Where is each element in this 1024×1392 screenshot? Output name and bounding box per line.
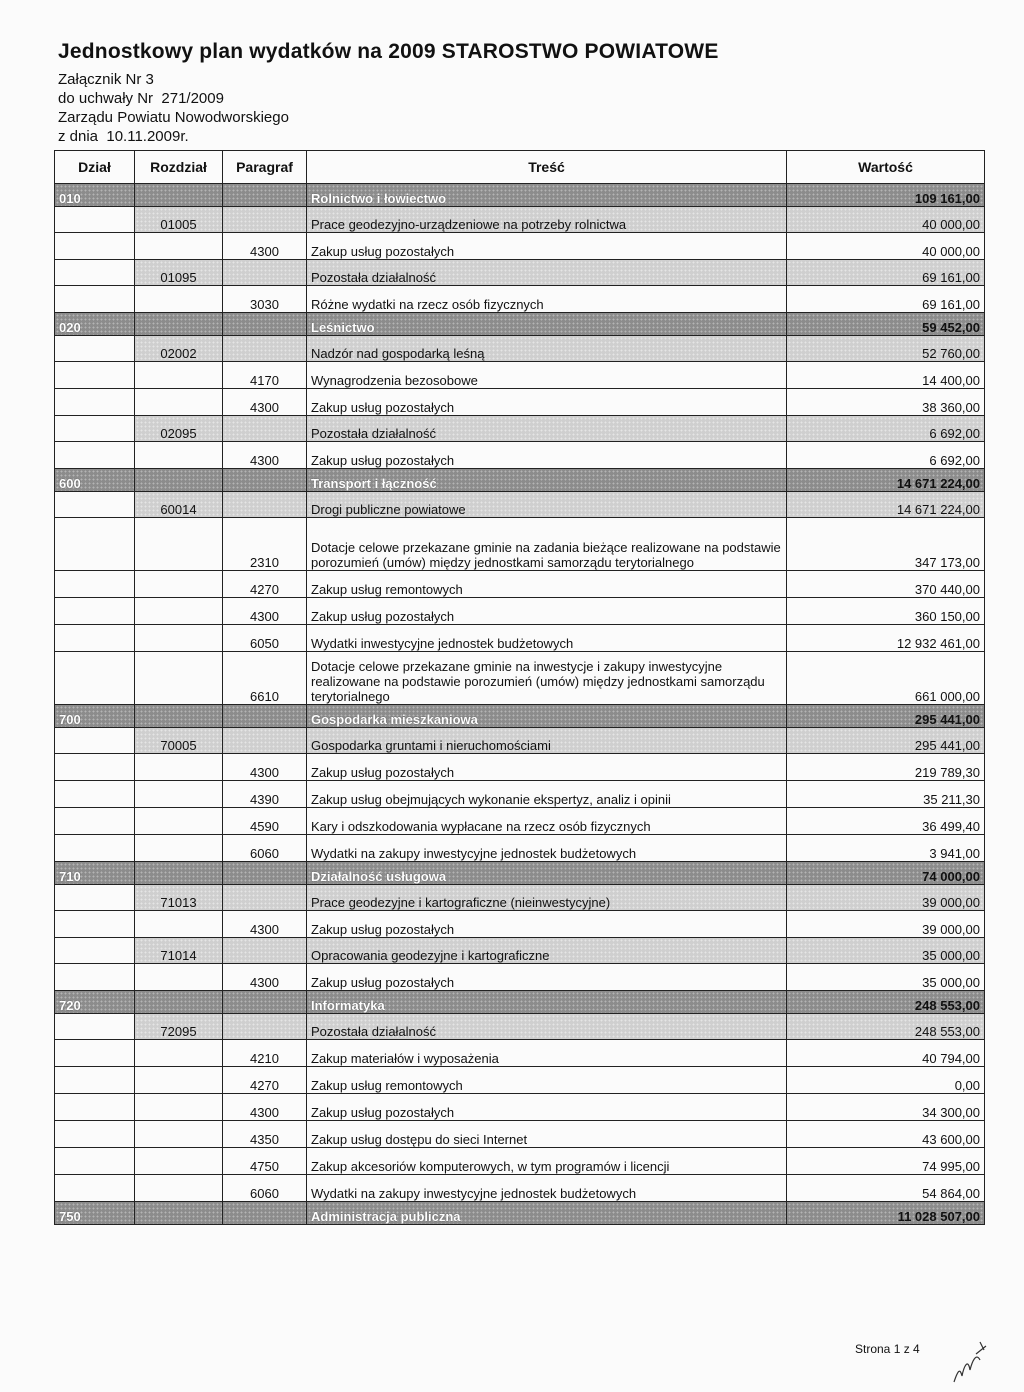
paragraf-code: 4270 — [223, 1067, 307, 1094]
table-row-paragraf — [55, 1121, 985, 1148]
dzial-cell — [55, 1014, 135, 1040]
dzial-code: 020 — [55, 313, 135, 336]
dzial-cell — [55, 518, 135, 571]
paragraf-cell — [223, 313, 307, 336]
table-row-paragraf — [55, 518, 985, 571]
rozdzial-code: 72095 — [135, 1014, 223, 1040]
paragraf-value: 38 360,00 — [787, 389, 985, 416]
paragraf-name: Zakup usług pozostałych — [307, 233, 787, 260]
table-row-dzial — [55, 469, 985, 492]
paragraf-name: Zakup usług dostępu do sieci Internet — [307, 1121, 787, 1148]
dzial-cell — [55, 964, 135, 991]
table-row-rozdzial — [55, 938, 985, 964]
expense-plan-table — [54, 150, 985, 1225]
paragraf-code: 4270 — [223, 571, 307, 598]
rozdzial-value: 40 000,00 — [787, 207, 985, 233]
paragraf-cell — [223, 469, 307, 492]
paragraf-name: Różne wydatki na rzecz osób fizycznych — [307, 286, 787, 313]
page-title: Jednostkowy plan wydatków na 2009 STAROSTWO POWIATOWE — [58, 40, 719, 63]
paragraf-value: 6 692,00 — [787, 442, 985, 469]
dzial-code: 010 — [55, 184, 135, 207]
paragraf-value: 34 300,00 — [787, 1094, 985, 1121]
table-row-paragraf — [55, 233, 985, 260]
table-row-paragraf — [55, 835, 985, 862]
table-row-paragraf — [55, 1094, 985, 1121]
paragraf-value: 3 941,00 — [787, 835, 985, 862]
rozdzial-cell — [135, 598, 223, 625]
attachment-label: Załącznik Nr 3 — [58, 71, 154, 88]
table-row-dzial — [55, 184, 985, 207]
dzial-cell — [55, 1121, 135, 1148]
table-row-rozdzial — [55, 492, 985, 518]
table-row-paragraf — [55, 442, 985, 469]
dzial-cell — [55, 233, 135, 260]
dzial-cell — [55, 1175, 135, 1202]
paragraf-value: 370 440,00 — [787, 571, 985, 598]
rozdzial-code: 70005 — [135, 728, 223, 754]
rozdzial-name: Gospodarka gruntami i nieruchomościami — [307, 728, 787, 754]
dzial-cell — [55, 571, 135, 598]
paragraf-cell — [223, 336, 307, 362]
rozdzial-cell — [135, 1040, 223, 1067]
column-header-wartosc: Wartość — [787, 151, 985, 184]
rozdzial-cell — [135, 389, 223, 416]
rozdzial-value: 39 000,00 — [787, 885, 985, 911]
paragraf-name: Zakup usług pozostałych — [307, 964, 787, 991]
rozdzial-name: Pozostała działalność — [307, 416, 787, 442]
dzial-cell — [55, 362, 135, 389]
dzial-name: Transport i łączność — [307, 469, 787, 492]
dzial-cell — [55, 442, 135, 469]
paragraf-cell — [223, 1202, 307, 1225]
rozdzial-cell — [135, 964, 223, 991]
rozdzial-cell — [135, 781, 223, 808]
table-row-paragraf — [55, 911, 985, 938]
paragraf-code: 4300 — [223, 442, 307, 469]
dzial-cell — [55, 938, 135, 964]
rozdzial-cell — [135, 911, 223, 938]
table-row-paragraf — [55, 598, 985, 625]
dzial-name: Rolnictwo i łowiectwo — [307, 184, 787, 207]
paragraf-cell — [223, 492, 307, 518]
column-header-dzial: Dział — [55, 151, 135, 184]
rozdzial-code: 02002 — [135, 336, 223, 362]
rozdzial-value: 248 553,00 — [787, 1014, 985, 1040]
dzial-name: Administracja publiczna — [307, 1202, 787, 1225]
rozdzial-cell — [135, 652, 223, 705]
paragraf-value: 347 173,00 — [787, 518, 985, 571]
paragraf-value: 12 932 461,00 — [787, 625, 985, 652]
rozdzial-cell — [135, 1175, 223, 1202]
paragraf-value: 661 000,00 — [787, 652, 985, 705]
dzial-value: 59 452,00 — [787, 313, 985, 336]
table-row-paragraf — [55, 964, 985, 991]
dzial-code: 720 — [55, 991, 135, 1014]
paragraf-name: Wynagrodzenia bezosobowe — [307, 362, 787, 389]
paragraf-code: 6610 — [223, 652, 307, 705]
paragraf-code: 3030 — [223, 286, 307, 313]
rozdzial-cell — [135, 991, 223, 1014]
paragraf-value: 39 000,00 — [787, 911, 985, 938]
table-row-dzial — [55, 862, 985, 885]
dzial-cell — [55, 492, 135, 518]
paragraf-name: Dotacje celowe przekazane gminie na inwestycje i zakupy inwestycyjne realizowane na podstawie porozumień (umów) między jednostkami samorządu terytorialnego — [307, 652, 787, 705]
resolution-prefix: do uchwały Nr — [58, 90, 154, 107]
paragraf-value: 219 789,30 — [787, 754, 985, 781]
rozdzial-cell — [135, 1094, 223, 1121]
rozdzial-cell — [135, 625, 223, 652]
table-row-rozdzial — [55, 207, 985, 233]
rozdzial-cell — [135, 286, 223, 313]
date-line — [58, 127, 719, 146]
dzial-value: 14 671 224,00 — [787, 469, 985, 492]
paragraf-value: 0,00 — [787, 1067, 985, 1094]
paragraf-code: 4210 — [223, 1040, 307, 1067]
table-row-paragraf — [55, 1175, 985, 1202]
paragraf-code: 4300 — [223, 233, 307, 260]
rozdzial-code: 01005 — [135, 207, 223, 233]
rozdzial-cell — [135, 313, 223, 336]
paragraf-value: 35 000,00 — [787, 964, 985, 991]
paragraf-name: Zakup usług pozostałych — [307, 1094, 787, 1121]
table-row-rozdzial — [55, 1014, 985, 1040]
paragraf-value: 35 211,30 — [787, 781, 985, 808]
paragraf-value: 74 995,00 — [787, 1148, 985, 1175]
table-row-paragraf — [55, 754, 985, 781]
paragraf-code: 4300 — [223, 964, 307, 991]
paragraf-code: 4300 — [223, 1094, 307, 1121]
dzial-cell — [55, 835, 135, 862]
table-row-paragraf — [55, 389, 985, 416]
resolution-line — [58, 89, 719, 108]
dzial-value: 295 441,00 — [787, 705, 985, 728]
dzial-cell — [55, 728, 135, 754]
column-header-rozdzial: Rozdział — [135, 151, 223, 184]
paragraf-cell — [223, 260, 307, 286]
paragraf-name: Wydatki inwestycyjne jednostek budżetowych — [307, 625, 787, 652]
table-header-row — [55, 151, 985, 184]
dzial-cell — [55, 1040, 135, 1067]
table-row-dzial — [55, 991, 985, 1014]
dzial-value: 248 553,00 — [787, 991, 985, 1014]
paragraf-cell — [223, 938, 307, 964]
dzial-code: 600 — [55, 469, 135, 492]
paragraf-name: Zakup usług pozostałych — [307, 911, 787, 938]
dzial-cell — [55, 260, 135, 286]
paragraf-name: Zakup materiałów i wyposażenia — [307, 1040, 787, 1067]
table-row-paragraf — [55, 571, 985, 598]
paragraf-name: Zakup usług obejmujących wykonanie ekspertyz, analiz i opinii — [307, 781, 787, 808]
paragraf-name: Zakup akcesoriów komputerowych, w tym programów i licencji — [307, 1148, 787, 1175]
paragraf-name: Zakup usług remontowych — [307, 571, 787, 598]
dzial-cell — [55, 336, 135, 362]
dzial-cell — [55, 911, 135, 938]
table-row-rozdzial — [55, 416, 985, 442]
dzial-cell — [55, 885, 135, 911]
rozdzial-cell — [135, 808, 223, 835]
rozdzial-cell — [135, 233, 223, 260]
rozdzial-cell — [135, 518, 223, 571]
resolution-number: 271/2009 — [161, 90, 224, 107]
rozdzial-cell — [135, 1067, 223, 1094]
table-row-paragraf — [55, 808, 985, 835]
paragraf-code: 4300 — [223, 911, 307, 938]
paragraf-name: Zakup usług pozostałych — [307, 598, 787, 625]
dzial-cell — [55, 781, 135, 808]
rozdzial-name: Pozostała działalność — [307, 1014, 787, 1040]
paragraf-value: 14 400,00 — [787, 362, 985, 389]
rozdzial-cell — [135, 469, 223, 492]
table-row-paragraf — [55, 781, 985, 808]
paragraf-code: 6060 — [223, 1175, 307, 1202]
rozdzial-code: 71014 — [135, 938, 223, 964]
rozdzial-cell — [135, 754, 223, 781]
dzial-cell — [55, 808, 135, 835]
rozdzial-code: 60014 — [135, 492, 223, 518]
rozdzial-cell — [135, 1121, 223, 1148]
dzial-cell — [55, 389, 135, 416]
paragraf-code: 6050 — [223, 625, 307, 652]
paragraf-cell — [223, 885, 307, 911]
table-row-dzial — [55, 313, 985, 336]
paragraf-name: Zakup usług pozostałych — [307, 389, 787, 416]
table-row-paragraf — [55, 625, 985, 652]
dzial-cell — [55, 416, 135, 442]
paragraf-cell — [223, 184, 307, 207]
dzial-name: Informatyka — [307, 991, 787, 1014]
rozdzial-name: Pozostała działalność — [307, 260, 787, 286]
rozdzial-value: 6 692,00 — [787, 416, 985, 442]
dzial-value: 11 028 507,00 — [787, 1202, 985, 1225]
table-row-dzial — [55, 1202, 985, 1225]
paragraf-name: Zakup usług pozostałych — [307, 442, 787, 469]
signature-mark — [950, 1340, 990, 1385]
dzial-value: 109 161,00 — [787, 184, 985, 207]
column-header-paragraf: Paragraf — [223, 151, 307, 184]
paragraf-cell — [223, 991, 307, 1014]
table-row-rozdzial — [55, 885, 985, 911]
rozdzial-value: 295 441,00 — [787, 728, 985, 754]
dzial-cell — [55, 1094, 135, 1121]
paragraf-code: 4390 — [223, 781, 307, 808]
dzial-name: Działalność usługowa — [307, 862, 787, 885]
table-row-rozdzial — [55, 728, 985, 754]
paragraf-code: 2310 — [223, 518, 307, 571]
document-header — [58, 40, 719, 146]
dzial-code: 700 — [55, 705, 135, 728]
dzial-cell — [55, 625, 135, 652]
resolution-date: 10.11.2009r. — [106, 128, 189, 145]
dzial-cell — [55, 1067, 135, 1094]
paragraf-code: 4300 — [223, 754, 307, 781]
paragraf-cell — [223, 705, 307, 728]
paragraf-cell — [223, 862, 307, 885]
rozdzial-cell — [135, 1148, 223, 1175]
paragraf-cell — [223, 1014, 307, 1040]
table-row-paragraf — [55, 652, 985, 705]
table-row-rozdzial — [55, 336, 985, 362]
paragraf-code: 4590 — [223, 808, 307, 835]
paragraf-cell — [223, 728, 307, 754]
paragraf-cell — [223, 416, 307, 442]
rozdzial-value: 69 161,00 — [787, 260, 985, 286]
rozdzial-name: Prace geodezyjno-urządzeniowe na potrzeby rolnictwa — [307, 207, 787, 233]
paragraf-value: 69 161,00 — [787, 286, 985, 313]
dzial-code: 710 — [55, 862, 135, 885]
paragraf-code: 4170 — [223, 362, 307, 389]
table-row-rozdzial — [55, 260, 985, 286]
dzial-cell — [55, 598, 135, 625]
rozdzial-cell — [135, 705, 223, 728]
paragraf-code: 4750 — [223, 1148, 307, 1175]
rozdzial-cell — [135, 362, 223, 389]
rozdzial-name: Opracowania geodezyjne i kartograficzne — [307, 938, 787, 964]
paragraf-value: 360 150,00 — [787, 598, 985, 625]
paragraf-name: Wydatki na zakupy inwestycyjne jednostek budżetowych — [307, 835, 787, 862]
paragraf-name: Dotacje celowe przekazane gminie na zadania bieżące realizowane na podstawie porozumień (umów) między jednostkami samorządu terytorialnego — [307, 518, 787, 571]
rozdzial-code: 01095 — [135, 260, 223, 286]
paragraf-code: 4300 — [223, 598, 307, 625]
paragraf-value: 36 499,40 — [787, 808, 985, 835]
rozdzial-name: Drogi publiczne powiatowe — [307, 492, 787, 518]
resolution-meta — [58, 70, 719, 146]
dzial-cell — [55, 286, 135, 313]
paragraf-value: 40 794,00 — [787, 1040, 985, 1067]
paragraf-cell — [223, 207, 307, 233]
dzial-code: 750 — [55, 1202, 135, 1225]
paragraf-value: 54 864,00 — [787, 1175, 985, 1202]
table-row-paragraf — [55, 1040, 985, 1067]
dzial-cell — [55, 754, 135, 781]
date-prefix: z dnia — [58, 128, 99, 145]
dzial-cell — [55, 652, 135, 705]
rozdzial-value: 52 760,00 — [787, 336, 985, 362]
table-row-paragraf — [55, 286, 985, 313]
table-body — [55, 184, 985, 1225]
rozdzial-value: 14 671 224,00 — [787, 492, 985, 518]
table-row-paragraf — [55, 1148, 985, 1175]
paragraf-code: 6060 — [223, 835, 307, 862]
rozdzial-code: 71013 — [135, 885, 223, 911]
column-header-tresc: Treść — [307, 151, 787, 184]
rozdzial-cell — [135, 835, 223, 862]
rozdzial-code: 02095 — [135, 416, 223, 442]
rozdzial-name: Nadzór nad gospodarką leśną — [307, 336, 787, 362]
rozdzial-cell — [135, 442, 223, 469]
rozdzial-value: 35 000,00 — [787, 938, 985, 964]
paragraf-code: 4350 — [223, 1121, 307, 1148]
rozdzial-name: Prace geodezyjne i kartograficzne (nieinwestycyjne) — [307, 885, 787, 911]
dzial-cell — [55, 207, 135, 233]
table-row-paragraf — [55, 362, 985, 389]
rozdzial-cell — [135, 1202, 223, 1225]
paragraf-value: 40 000,00 — [787, 233, 985, 260]
dzial-name: Gospodarka mieszkaniowa — [307, 705, 787, 728]
rozdzial-cell — [135, 184, 223, 207]
dzial-name: Leśnictwo — [307, 313, 787, 336]
table-row-paragraf — [55, 1067, 985, 1094]
board-name: Zarządu Powiatu Nowodworskiego — [58, 109, 289, 126]
rozdzial-cell — [135, 571, 223, 598]
dzial-value: 74 000,00 — [787, 862, 985, 885]
table-row-dzial — [55, 705, 985, 728]
paragraf-name: Kary i odszkodowania wypłacane na rzecz osób fizycznych — [307, 808, 787, 835]
paragraf-name: Wydatki na zakupy inwestycyjne jednostek budżetowych — [307, 1175, 787, 1202]
paragraf-name: Zakup usług remontowych — [307, 1067, 787, 1094]
dzial-cell — [55, 1148, 135, 1175]
page-number: Strona 1 z 4 — [855, 1342, 920, 1356]
rozdzial-cell — [135, 862, 223, 885]
paragraf-code: 4300 — [223, 389, 307, 416]
paragraf-value: 43 600,00 — [787, 1121, 985, 1148]
paragraf-name: Zakup usług pozostałych — [307, 754, 787, 781]
